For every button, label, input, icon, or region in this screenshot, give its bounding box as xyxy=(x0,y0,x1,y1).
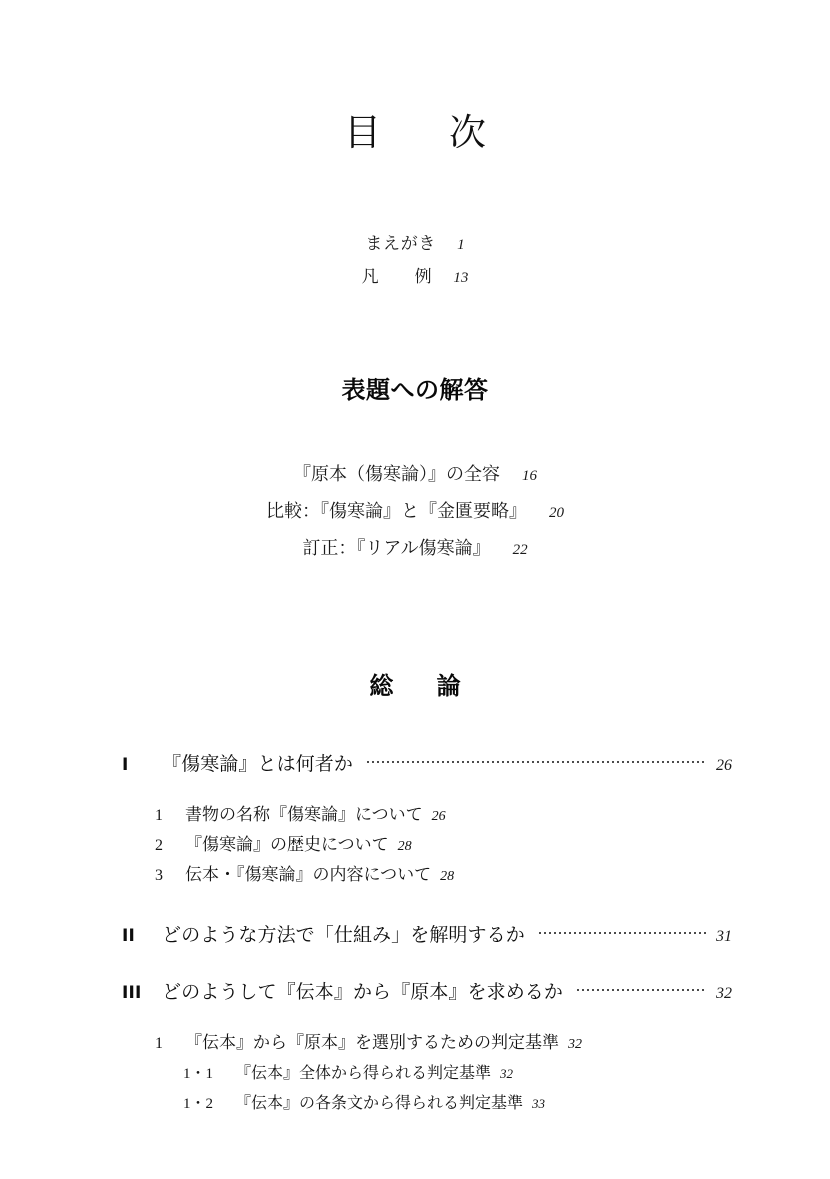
dot-leader xyxy=(367,751,706,770)
toc-chapter-title: 『傷寒論』とは何者か xyxy=(162,752,353,775)
toc-section-row[interactable] xyxy=(0,800,742,830)
toc-section-number: 2 xyxy=(155,837,163,855)
toc-section-title: 書物の名称『傷寒論』について xyxy=(185,804,423,824)
toc-chapter-title: どのようして『伝本』から『原本』を求めるか xyxy=(162,981,563,1004)
toc-section-page-number: 26 xyxy=(431,808,446,824)
toc-chapter-page-number: 26 xyxy=(716,756,732,774)
toc-section-title: 『傷寒論』の歴史について xyxy=(185,835,389,855)
toc-section-row[interactable] xyxy=(0,1028,742,1058)
frontmatter-page-number: 13 xyxy=(453,270,469,287)
frontmatter-row xyxy=(0,261,830,294)
toc-chapter-title: どのような方法で「仕組み」を解明するか xyxy=(162,924,525,947)
toc-chapter-row[interactable] xyxy=(0,920,742,947)
answers-entry-title: 『原本（傷寒論）』の全容 xyxy=(293,463,500,484)
toc-subsection-number: 1・2 xyxy=(183,1096,214,1113)
toc-section-number: 1 xyxy=(155,806,163,824)
answers-entry-page-number: 20 xyxy=(549,504,564,521)
spacer xyxy=(0,890,742,920)
toc-subsection-title: 『伝本』の各条文から得られる判定基準 xyxy=(235,1095,524,1113)
toc-section-page-number: 28 xyxy=(440,869,455,885)
part-heading-answers: 表題への解答 xyxy=(341,375,489,404)
dot-leader xyxy=(577,979,706,998)
toc-chapter-row[interactable] xyxy=(0,749,742,776)
frontmatter-rows xyxy=(0,228,830,293)
toc-subsection-page-number: 33 xyxy=(532,1096,546,1112)
answers-entry-page-number: 22 xyxy=(512,541,528,558)
frontmatter-row xyxy=(0,228,830,261)
answers-entry[interactable] xyxy=(0,493,830,530)
toc-chapter-page-number: 31 xyxy=(716,928,732,946)
frontmatter-label: まえがき xyxy=(365,234,437,254)
toc-chapter-numeral: III xyxy=(122,983,142,1004)
frontmatter-page-number: 1 xyxy=(457,237,465,254)
answers-entry-title: 比較：『傷寒論』と『金匱要略』 xyxy=(266,500,527,521)
answers-entry-list xyxy=(0,456,830,567)
page-title: 目 次 xyxy=(343,113,502,154)
toc-subsection-row[interactable] xyxy=(0,1089,742,1120)
answers-entry[interactable] xyxy=(0,530,830,567)
frontmatter-block xyxy=(0,228,830,293)
part-heading-general: 総 論 xyxy=(369,671,471,700)
answers-entry-title: 訂正：『リアル傷寒論』 xyxy=(302,537,491,558)
toc-list xyxy=(0,749,830,1120)
toc-section-number: 1 xyxy=(155,1035,163,1053)
toc-section-page-number: 32 xyxy=(568,1037,582,1053)
toc-section-page-number: 28 xyxy=(397,839,412,855)
dot-leader xyxy=(539,922,706,941)
toc-section-number: 3 xyxy=(155,867,163,885)
toc-subsection-number: 1・1 xyxy=(183,1065,214,1082)
toc-chapter-numeral: I xyxy=(122,754,129,775)
toc-chapter-row[interactable] xyxy=(0,977,742,1004)
answers-entry[interactable] xyxy=(0,456,830,493)
toc-chapter-numeral: II xyxy=(122,926,135,947)
spacer xyxy=(0,776,742,800)
toc-subsection-title: 『伝本』全体から得られる判定基準 xyxy=(235,1064,492,1082)
toc-section-title: 『伝本』から『原本』を選別するための判定基準 xyxy=(185,1033,559,1053)
toc-section-row[interactable] xyxy=(0,860,742,890)
spacer xyxy=(0,947,742,977)
spacer xyxy=(0,1004,742,1028)
answers-entry-page-number: 16 xyxy=(522,467,537,484)
toc-subsection-page-number: 32 xyxy=(500,1065,514,1081)
toc-subsection-row[interactable] xyxy=(0,1059,742,1090)
frontmatter-label: 凡 例 xyxy=(361,267,433,287)
toc-section-title: 伝本・『傷寒論』の内容について xyxy=(185,865,432,885)
toc-section-row[interactable] xyxy=(0,830,742,860)
toc-chapter-page-number: 32 xyxy=(716,985,732,1003)
